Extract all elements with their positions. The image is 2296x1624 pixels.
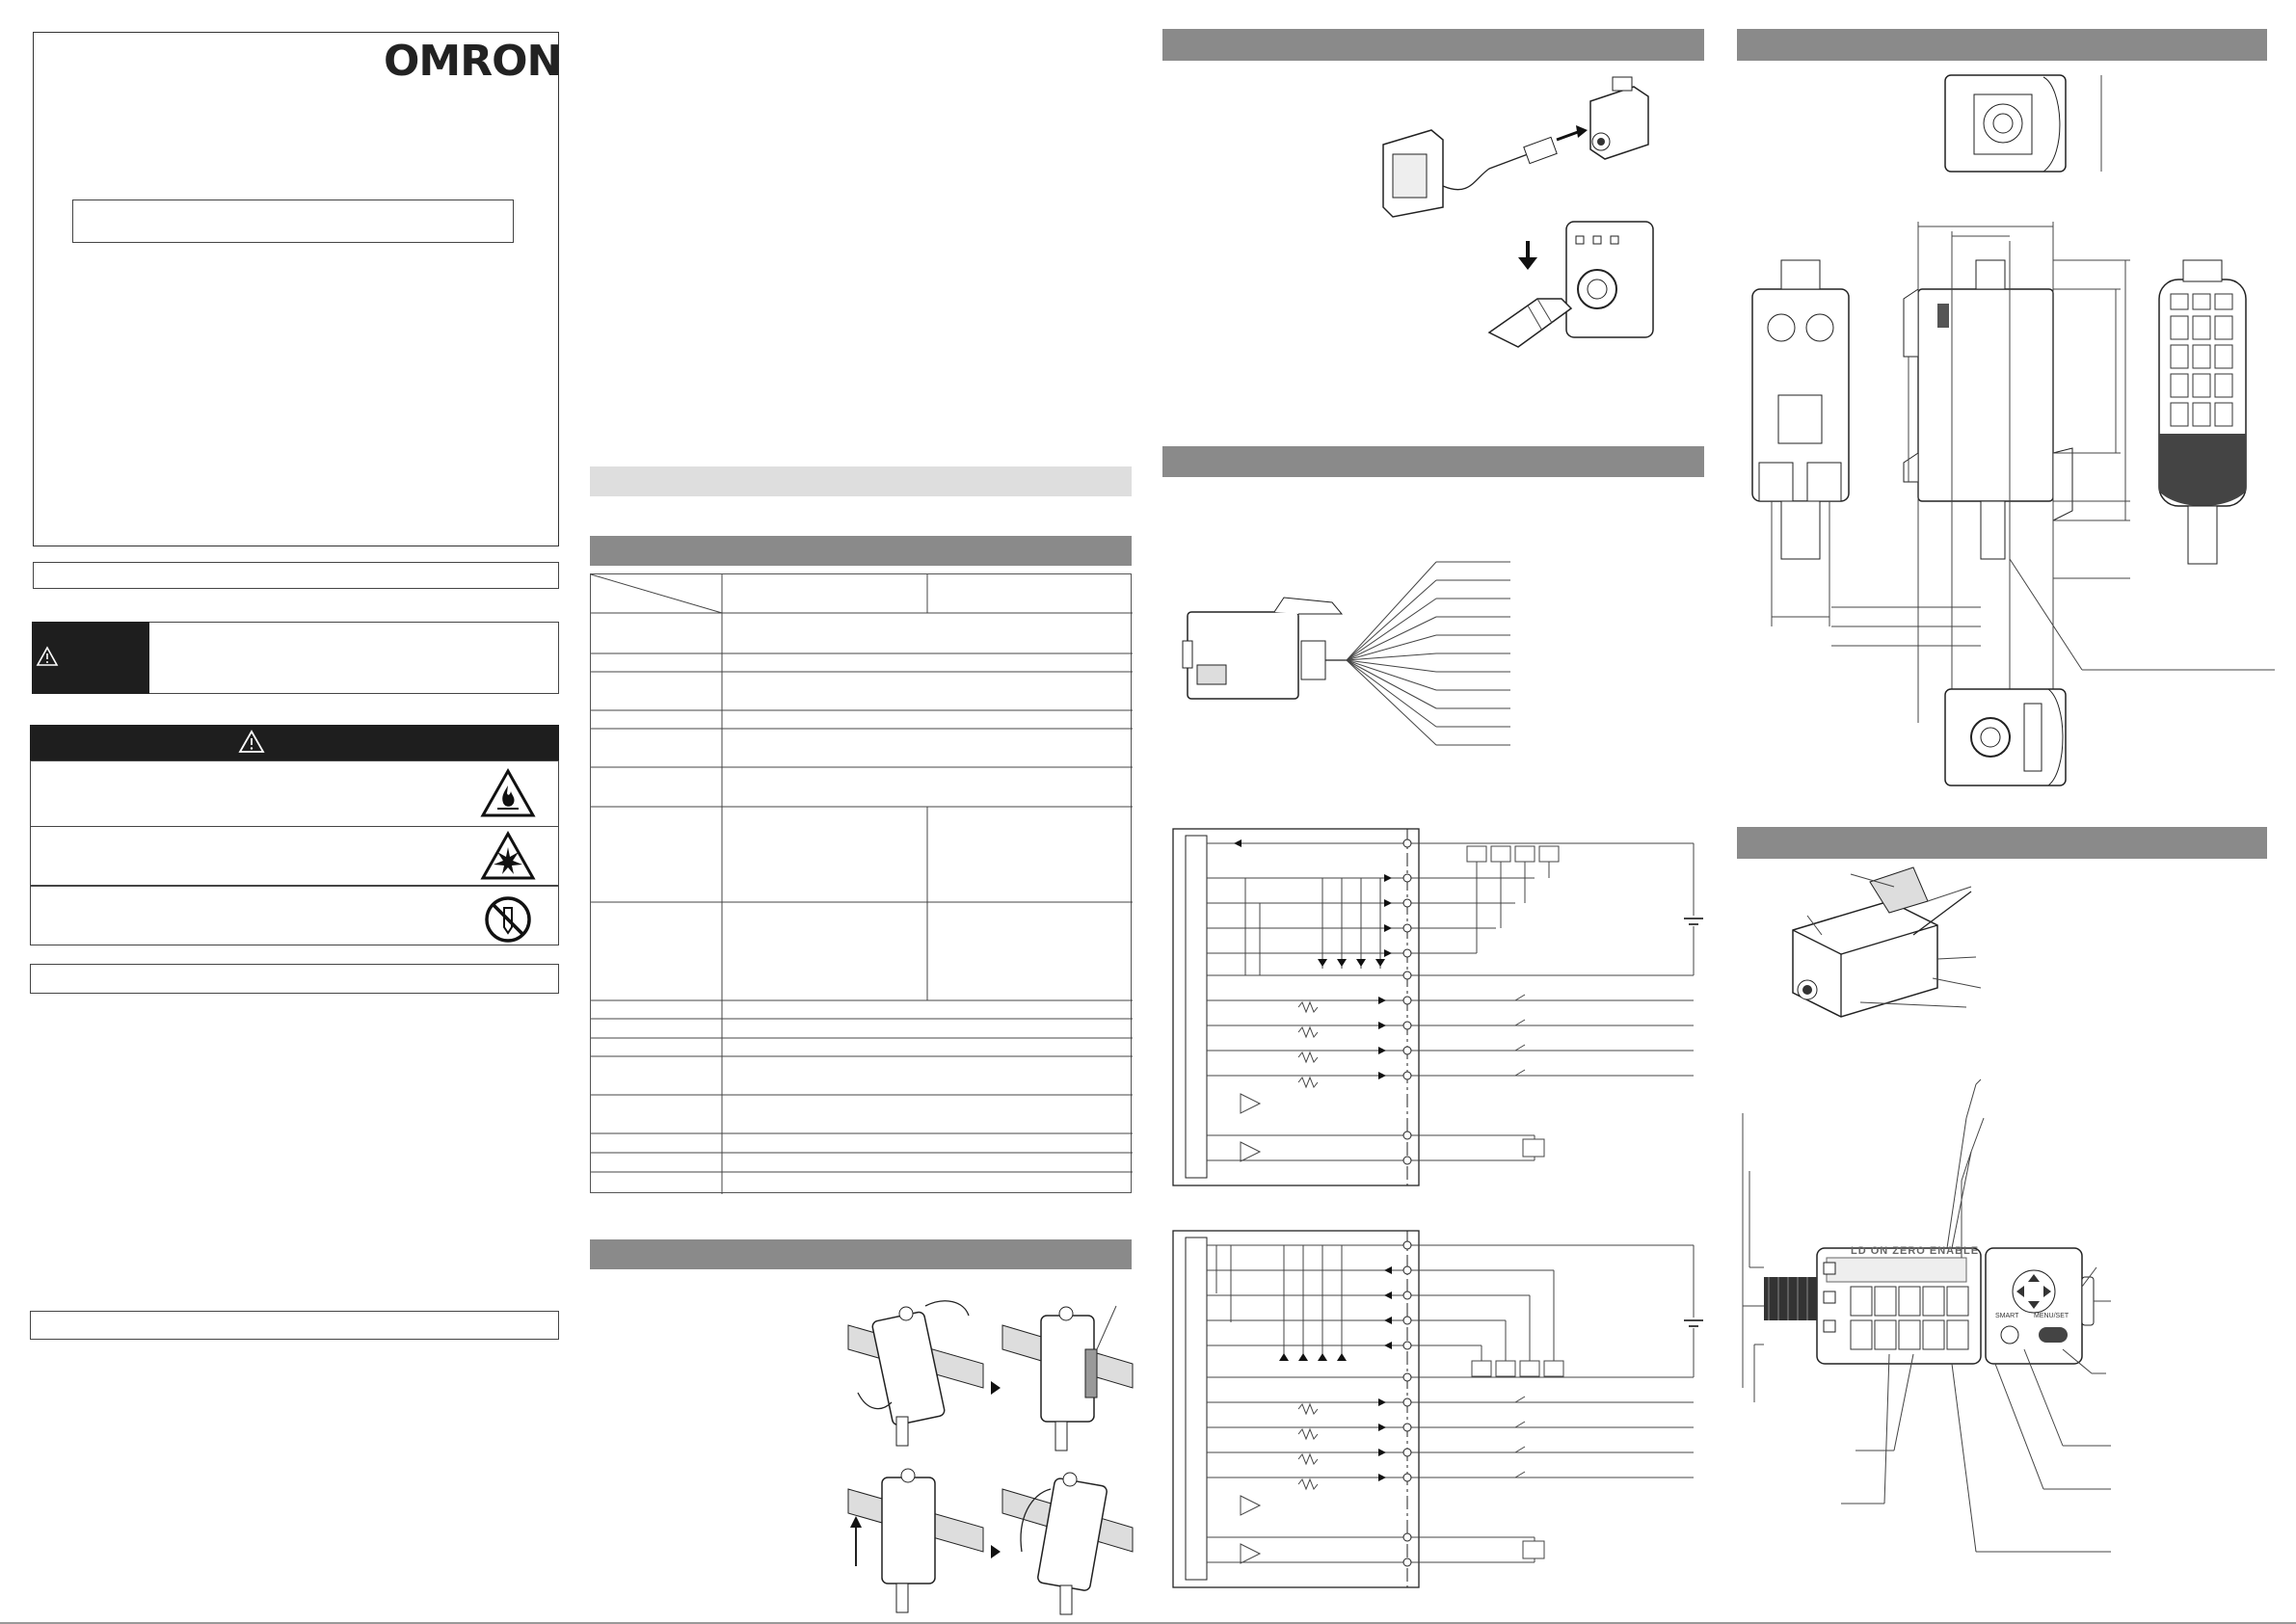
specs-section-bar: [590, 536, 1132, 566]
dimension-drawings: [1735, 67, 2275, 800]
specs-table: [590, 573, 1132, 1193]
explosion-hazard-icon: [480, 831, 536, 881]
mounting-section-bar: [590, 1239, 1132, 1269]
connection-section-bar: [1162, 29, 1704, 61]
parts-illustration: [1735, 863, 2275, 1614]
menu-set-button-label: MENU/SET: [2034, 1313, 2069, 1319]
cable-wiring-illustration: [1178, 554, 1515, 766]
notice-box-3: [30, 1311, 559, 1340]
fire-hazard-icon: [480, 768, 536, 818]
smart-button-label: SMART: [1995, 1313, 2019, 1319]
cover-frame: [33, 32, 562, 546]
io-section-bar: [1162, 446, 1704, 477]
notice-box-2: [30, 964, 559, 994]
indicator-label-strip: LD ON ZERO ENABLE: [1851, 1245, 1980, 1257]
warning-header: [30, 725, 559, 760]
npn-io-circuit: [1168, 824, 1708, 1190]
din-mount-illustration: [839, 1296, 1137, 1614]
no-disassembly-icon: [483, 894, 533, 945]
caution-triangle-icon: [37, 646, 58, 667]
dimensions-section-bar: [1737, 29, 2267, 61]
notice-box-1: [33, 562, 559, 589]
parts-section-bar: [1737, 827, 2267, 859]
warning-body-3: [30, 887, 559, 945]
warning-triangle-icon: [238, 730, 265, 755]
pnp-io-circuit: [1168, 1226, 1708, 1592]
column2-light-bar: [590, 466, 1132, 496]
product-name-box: [72, 200, 514, 243]
connector-illustration: [1374, 72, 1653, 352]
omron-logo: OMRON: [384, 37, 562, 86]
